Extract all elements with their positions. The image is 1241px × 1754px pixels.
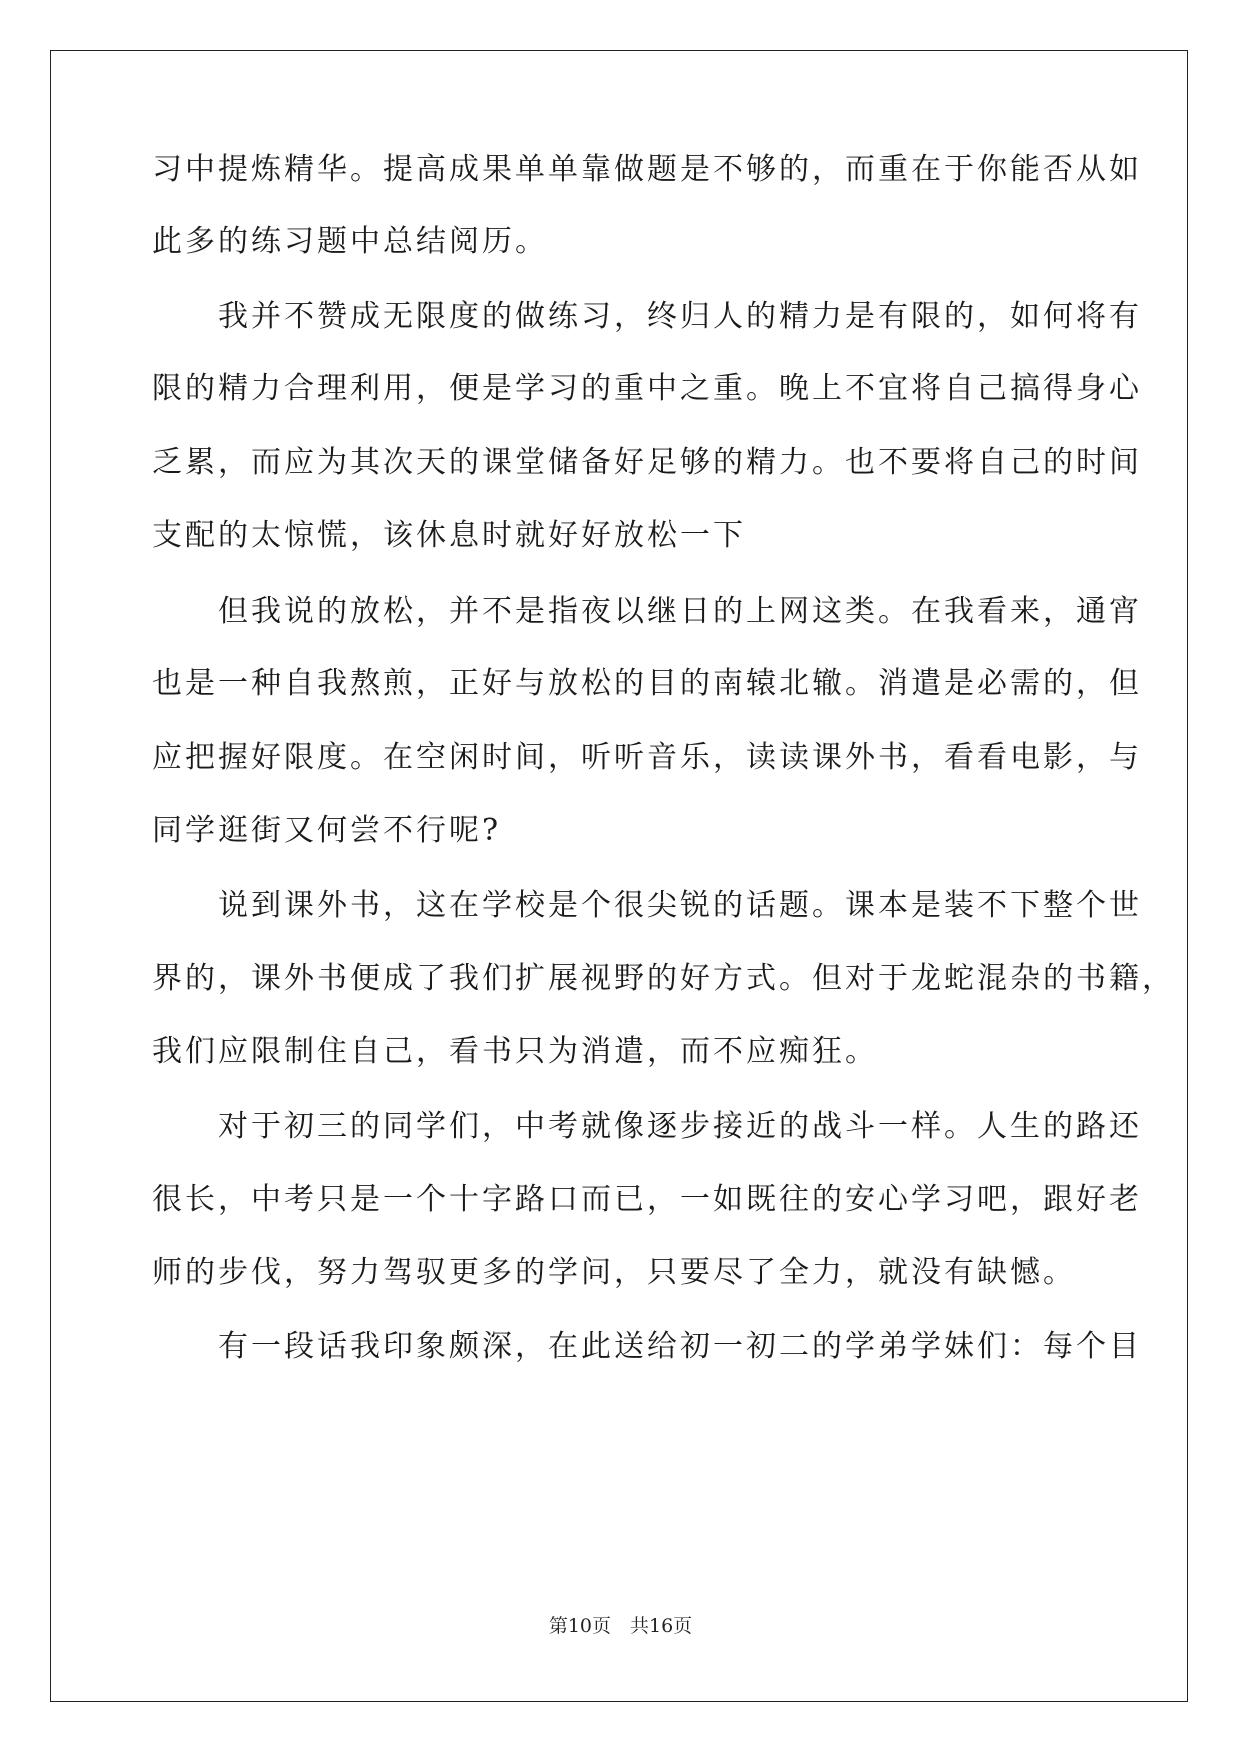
page-number-footer: 第10页 共16页 <box>548 1615 693 1637</box>
text-line: 师的步伐，努力驾驭更多的学问，只要尽了全力，就没有缺憾。 <box>152 1255 1076 1290</box>
text-line: 乏累，而应为其次天的课堂储备好足够的精力。也不要将自己的时间 <box>152 445 1142 480</box>
text-line: 也是一种自我熬煎，正好与放松的目的南辕北辙。消遣是必需的，但 <box>152 666 1142 701</box>
text-line: 习中提炼精华。提高成果单单靠做题是不够的，而重在于你能否从如 <box>152 152 1142 187</box>
text-line: 我们应限制住自己，看书只为消遣，而不应痴狂。 <box>152 1034 878 1069</box>
text-line: 界的，课外书便成了我们扩展视野的好方式。但对于龙蛇混杂的书籍， <box>152 961 1175 996</box>
text-line: 很长，中考只是一个十字路口而已，一如既往的安心学习吧，跟好老 <box>152 1182 1142 1217</box>
text-line: 有一段话我印象颇深，在此送给初一初二的学弟学妹们：每个目 <box>152 1329 1142 1364</box>
text-line: 支配的太惊慌，该休息时就好好放松一下 <box>152 518 746 553</box>
text-line: 对于初三的同学们，中考就像逐步接近的战斗一样。人生的路还 <box>152 1109 1142 1144</box>
text-line: 限的精力合理利用，便是学习的重中之重。晚上不宜将自己搞得身心 <box>152 371 1142 406</box>
text-line: 同学逛街又何尝不行呢? <box>152 813 502 848</box>
text-line: 我并不赞成无限度的做练习，终归人的精力是有限的，如何将有 <box>152 299 1142 334</box>
text-line: 说到课外书，这在学校是个很尖锐的话题。课本是装不下整个世 <box>152 888 1142 923</box>
text-line: 但我说的放松，并不是指夜以继日的上网这类。在我看来，通宵 <box>152 594 1142 629</box>
text-line: 应把握好限度。在空闲时间，听听音乐，读读课外书，看看电影，与 <box>152 740 1142 775</box>
text-line: 此多的练习题中总结阅历。 <box>152 224 548 259</box>
